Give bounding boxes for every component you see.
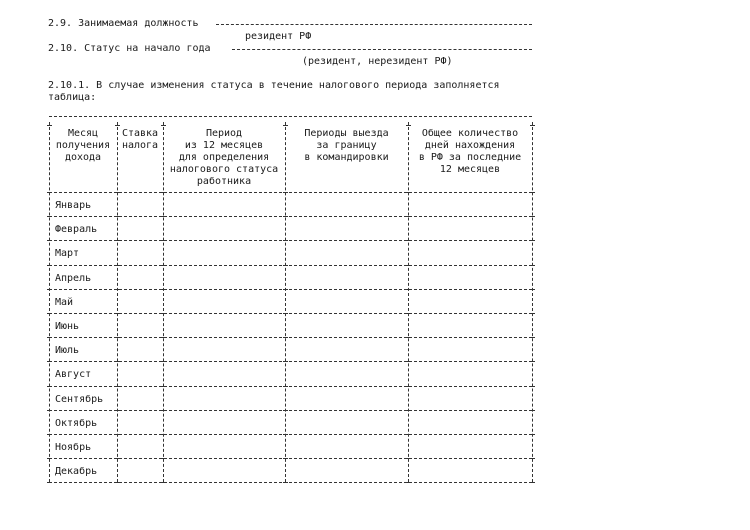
position-underline [216, 24, 532, 25]
table-cross-mark [283, 482, 288, 483]
table-row-border [49, 386, 532, 387]
table-top-border [49, 116, 532, 117]
column-header: Месяц получения дохода [55, 128, 111, 163]
table-column-border [49, 122, 50, 482]
month-cell: Январь [55, 200, 92, 211]
table-cross-mark [47, 482, 52, 483]
table-row-border [49, 482, 532, 483]
month-cell: Сентябрь [55, 393, 104, 405]
table-row-border [49, 410, 532, 411]
table-row-border [49, 458, 532, 459]
table-header-border [49, 192, 532, 193]
note-line-1: 2.10.1. В случае изменения статуса в течение налогового периода заполняется [48, 80, 500, 91]
table-cross-mark [406, 482, 411, 483]
status-label: 2.10. Статус на начало года [48, 43, 211, 54]
column-header: Ставка налога [121, 128, 159, 151]
table-row-border [49, 289, 532, 290]
month-cell: Октябрь [55, 417, 98, 429]
column-header: Общее количество дней нахождения в РФ за последние 12 месяцев [418, 128, 522, 175]
table-column-border [285, 122, 286, 482]
month-cell: Июнь [55, 321, 80, 332]
status-underline [232, 49, 532, 50]
column-header: Периоды выезда за границу в командировки [304, 128, 389, 163]
position-label: 2.9. Занимаемая должность [48, 18, 199, 29]
table-cross-mark [115, 482, 120, 483]
table-cross-mark [161, 482, 166, 483]
table-column-border [532, 122, 533, 482]
table-row-border [49, 240, 532, 241]
table-row-border [49, 265, 532, 266]
month-cell: Март [55, 248, 80, 260]
column-header: Период из 12 месяцев для определения налогового статуса работника [169, 128, 279, 187]
table-row-border [49, 313, 532, 314]
month-cell: Июль [55, 345, 80, 357]
position-value: резидент РФ [245, 31, 312, 42]
status-hint: (резидент, нерезидент РФ) [302, 56, 453, 67]
table-row-border [49, 337, 532, 338]
table-row-border [49, 434, 532, 435]
table-column-border [117, 122, 118, 482]
month-cell: Ноябрь [55, 442, 92, 453]
month-cell: Май [55, 296, 74, 308]
month-cell: Декабрь [55, 466, 98, 478]
table-cross-mark [530, 482, 535, 483]
month-cell: Февраль [55, 224, 98, 236]
note-line-2: таблица: [48, 92, 97, 103]
table-row-border [49, 216, 532, 217]
table-row-border [49, 361, 532, 362]
month-cell: Август [55, 369, 92, 381]
table-column-border [408, 122, 409, 482]
month-cell: Апрель [55, 272, 92, 284]
